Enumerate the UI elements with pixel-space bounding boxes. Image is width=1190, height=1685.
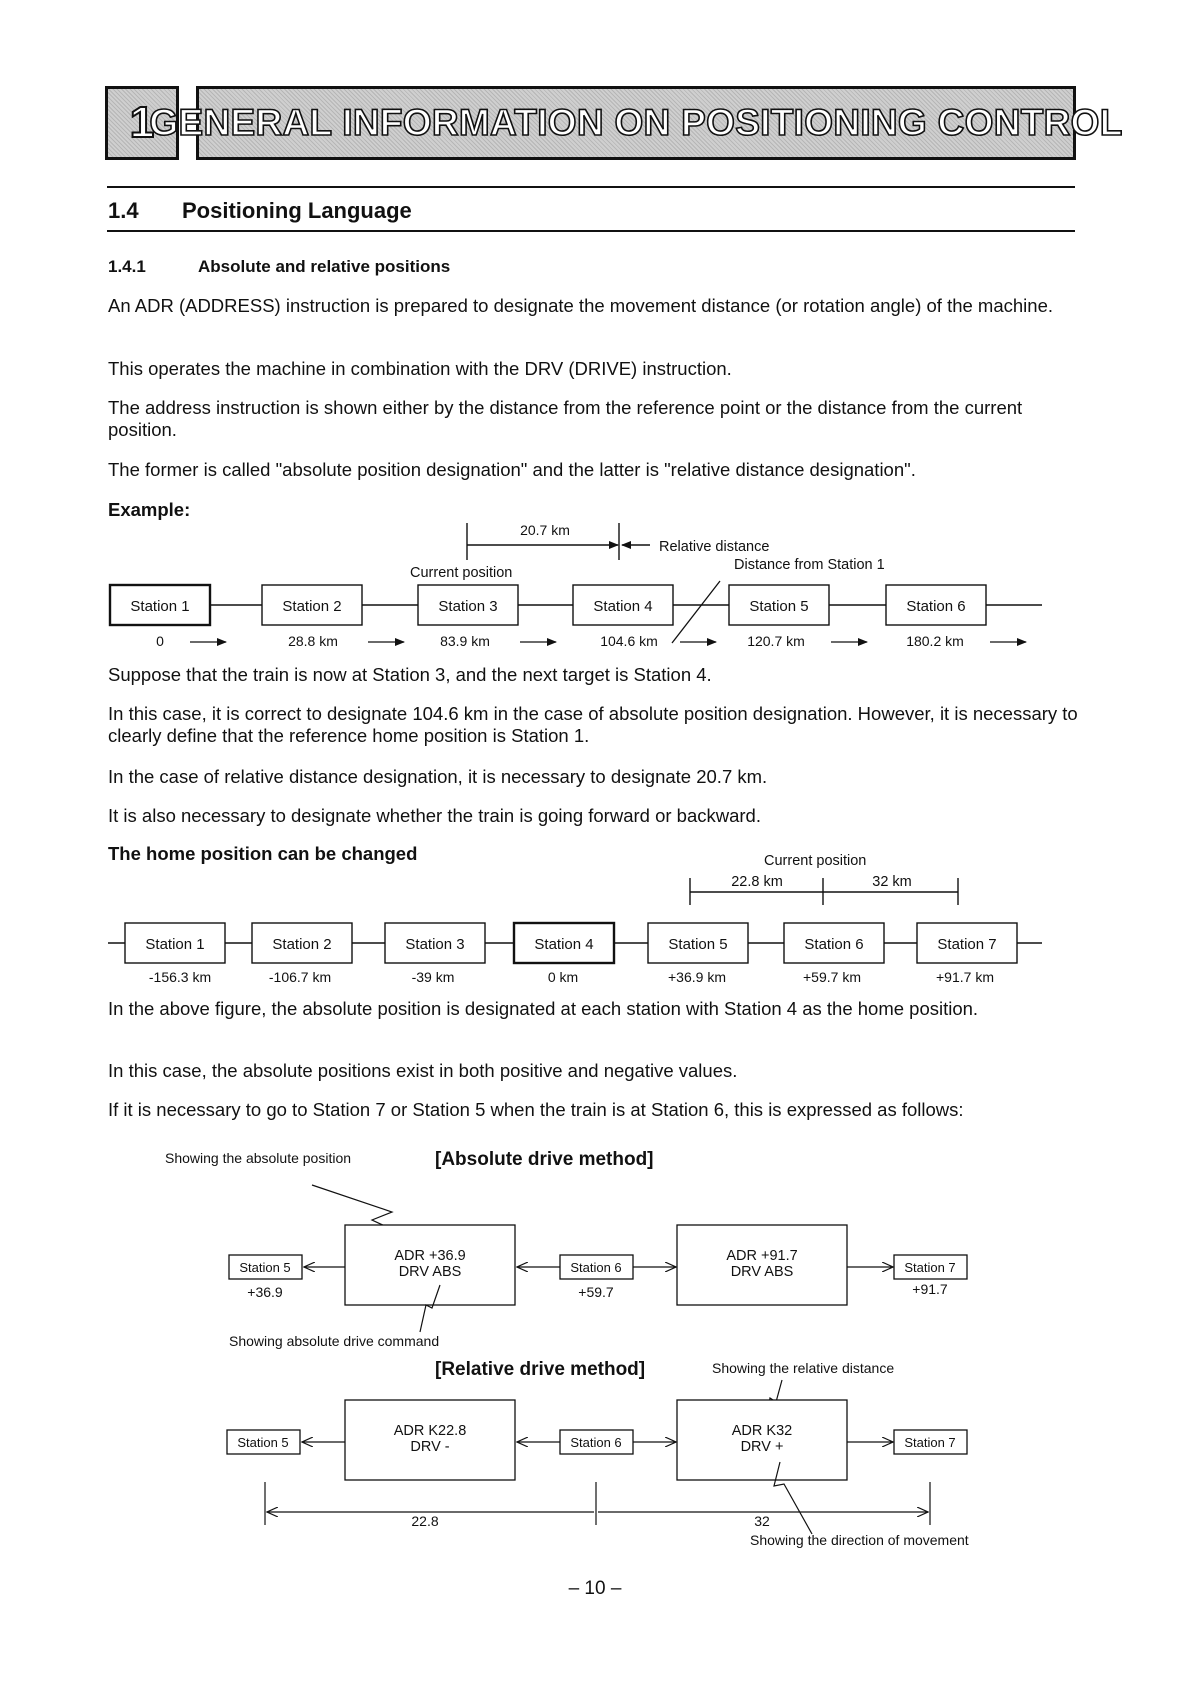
station-track-2 <box>108 923 1042 963</box>
figure-drive-methods <box>0 1140 1190 1560</box>
rel-station-7-label: Station 7 <box>904 1435 956 1450</box>
station-label: Station 6 <box>804 936 864 953</box>
rel-box2-line1: ADR K32 <box>731 1423 793 1439</box>
home-position-heading: The home position can be changed <box>108 843 418 864</box>
station-label: Station 5 <box>668 936 728 953</box>
figure-station-distances <box>0 515 1190 655</box>
rel-box1-line1: ADR K22.8 <box>393 1423 467 1439</box>
page-number: – 10 – <box>568 1578 622 1599</box>
chapter-title-box <box>149 86 1123 160</box>
abs-station-6-label: Station 6 <box>570 1260 622 1275</box>
note-absolute-command: Showing absolute drive command <box>229 1333 440 1349</box>
abs-station-5-value: +36.9 <box>247 1284 283 1300</box>
paragraph: If it is necessary to go to Station 7 or Station 5 when the train is at Station 6, this is expressed as follows: <box>108 1099 964 1120</box>
station-distance: 120.7 km <box>747 633 805 649</box>
station-distance: 180.2 km <box>906 633 964 649</box>
abs-station-7-label: Station 7 <box>904 1260 956 1275</box>
paragraph: In the above figure, the absolute position is designated at each station with Station 4 as the home position. <box>108 998 979 1019</box>
station-position: -106.7 km <box>268 969 332 985</box>
note-direction: Showing the direction of movement <box>750 1532 969 1548</box>
rel-dim-right: 32 <box>754 1513 770 1529</box>
abs-station-5-label: Station 5 <box>239 1260 291 1275</box>
relative-distance-label: Relative distance <box>659 539 770 555</box>
station-label: Station 7 <box>937 936 997 953</box>
chapter-number: 1 <box>129 98 155 147</box>
rel-station-5-label: Station 5 <box>237 1435 289 1450</box>
absolute-method-heading: [Absolute drive method] <box>435 1149 654 1170</box>
section-title: Positioning Language <box>182 198 412 223</box>
rel-dim-left: 22.8 <box>411 1513 439 1529</box>
station-position: 0 km <box>547 969 579 985</box>
paragraph: Suppose that the train is now at Station 3, and the next target is Station 4. <box>108 664 712 685</box>
paragraph: In this case, the absolute positions exist in both positive and negative values. <box>108 1060 738 1081</box>
station-label: Station 4 <box>534 936 594 953</box>
figure-home-position <box>0 845 1190 990</box>
station-positions <box>149 969 994 985</box>
station-position: +59.7 km <box>803 969 861 985</box>
relative-distance-value: 20.7 km <box>520 522 570 538</box>
rel-box2-line2: DRV + <box>740 1439 784 1455</box>
note-relative-distance: Showing the relative distance <box>712 1360 895 1376</box>
paragraph: The address instruction is shown either by the distance from the reference point or the distance from the current position. <box>108 397 1023 440</box>
paragraph: An ADR (ADDRESS) instruction is prepared to designate the movement distance (or rotation angle) of the machine. <box>108 295 1053 316</box>
paragraph: In the case of relative distance designation, it is necessary to designate 20.7 km. <box>108 766 768 787</box>
rel-box1-line2: DRV - <box>410 1439 450 1455</box>
station-label: Station 2 <box>272 936 332 953</box>
station-distance: 104.6 km <box>600 633 658 649</box>
station-label: Station 1 <box>130 598 190 615</box>
subsection-number: 1.4.1 <box>108 257 146 276</box>
current-position-label-2: Current position <box>764 853 867 869</box>
abs-box1-line1: ADR +36.9 <box>394 1248 466 1264</box>
station-label: Station 3 <box>405 936 465 953</box>
station-position: -156.3 km <box>148 969 212 985</box>
relative-method-heading: [Relative drive method] <box>435 1359 646 1380</box>
paragraph: In this case, it is correct to designate 104.6 km in the case of absolute position designation. However, it is necessary to clearly define that the reference home position is Station 1. <box>108 703 1078 746</box>
abs-box2-line2: DRV ABS <box>730 1264 794 1280</box>
abs-box1-line2: DRV ABS <box>398 1264 462 1280</box>
station-position: +91.7 km <box>936 969 994 985</box>
station-label: Station 6 <box>906 598 966 615</box>
note-absolute-position: Showing the absolute position <box>165 1150 352 1166</box>
station-position: +36.9 km <box>668 969 726 985</box>
rel-station-6-label: Station 6 <box>570 1435 622 1450</box>
station-label: Station 3 <box>438 598 498 615</box>
station-distance: 83.9 km <box>440 633 490 649</box>
abs-box2-line1: ADR +91.7 <box>726 1248 798 1264</box>
example-label: Example: <box>108 499 191 520</box>
current-position-label: Current position <box>410 565 513 581</box>
section-rule-bottom <box>107 230 1075 232</box>
abs-station-7-value: +91.7 <box>912 1281 948 1297</box>
subsection-title: Absolute and relative positions <box>198 257 451 276</box>
abs-station-6-value: +59.7 <box>578 1284 614 1300</box>
distance-32: 32 km <box>872 874 912 890</box>
distance-22-8: 22.8 km <box>731 874 783 890</box>
station-distances <box>156 633 1026 649</box>
paragraph: The former is called "absolute position designation" and the latter is "relative distance designation". <box>108 459 916 480</box>
distance-from-label: Distance from Station 1 <box>734 557 885 573</box>
station-label: Station 1 <box>145 936 205 953</box>
paragraph: It is also necessary to designate whether the train is going forward or backward. <box>108 805 761 826</box>
section-rule-top <box>107 186 1075 188</box>
station-position: -39 km <box>411 969 455 985</box>
station-track <box>110 585 1042 625</box>
chapter-title: GENERAL INFORMATION ON POSITIONING CONTROL <box>149 102 1123 143</box>
section-number: 1.4 <box>108 198 139 223</box>
paragraph: This operates the machine in combination with the DRV (DRIVE) instruction. <box>108 358 732 379</box>
station-label: Station 5 <box>749 598 809 615</box>
station-distance: 0 <box>156 633 164 649</box>
station-distance: 28.8 km <box>288 633 338 649</box>
station-label: Station 4 <box>593 598 653 615</box>
station-label: Station 2 <box>282 598 342 615</box>
